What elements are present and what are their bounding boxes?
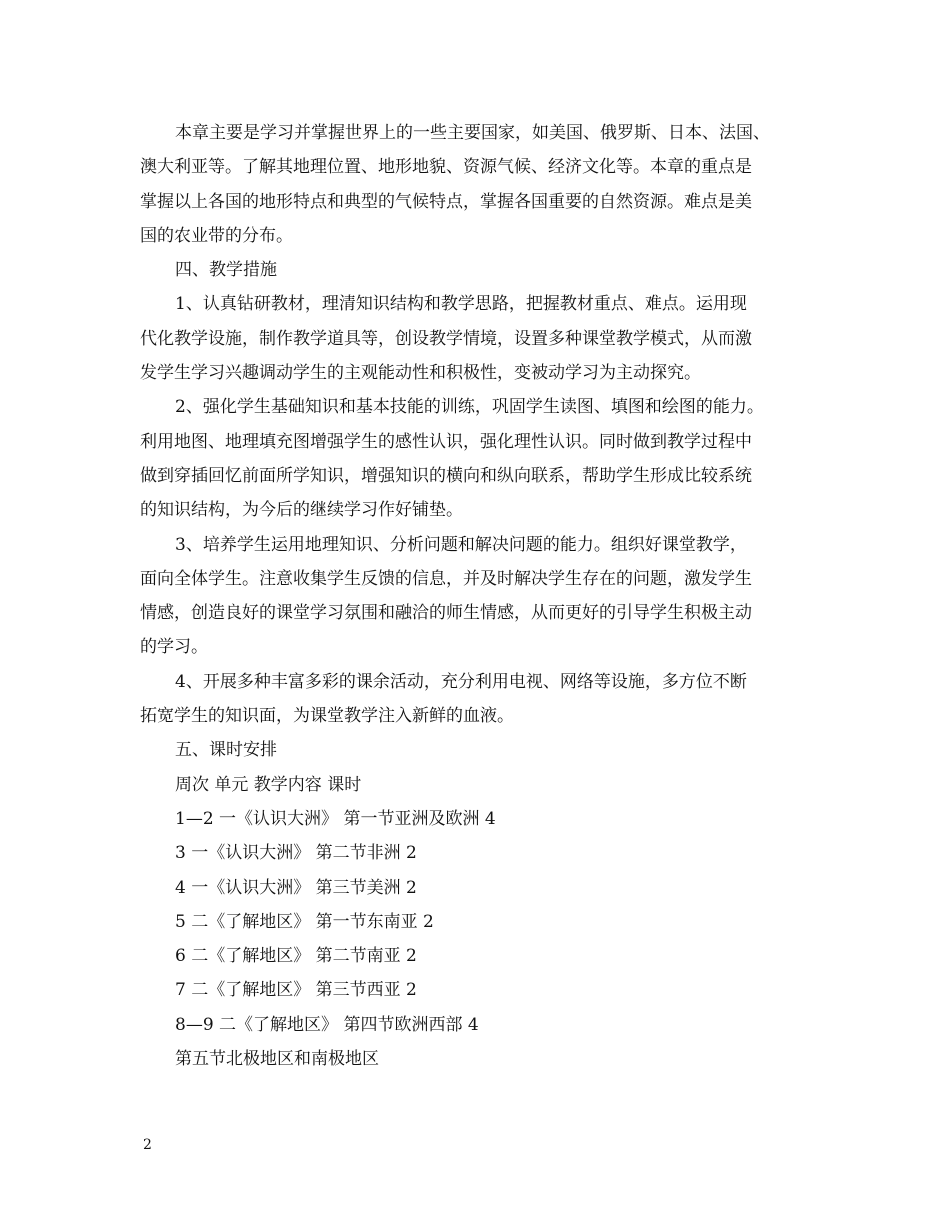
- paragraph-line: 的学习。: [140, 637, 208, 658]
- paragraph-line: 本章主要是学习并掌握世界上的一些主要国家，如美国、俄罗斯、日本、法国、: [175, 123, 770, 143]
- schedule-row: 6 二《了解地区》 第二节南亚 2: [175, 946, 417, 967]
- section-heading-teaching-measures: 四、教学措施: [175, 260, 277, 281]
- page-number: 2: [143, 1137, 152, 1153]
- paragraph-line: 情感，创造良好的课堂学习氛围和融洽的师生情感，从而更好的引导学生积极主动: [140, 603, 752, 624]
- schedule-row: 5 二《了解地区》 第一节东南亚 2: [175, 911, 434, 932]
- paragraph-line: 面向全体学生。注意收集学生反馈的信息，并及时解决学生存在的问题，激发学生: [140, 568, 752, 589]
- schedule-row: 第五节北极地区和南极地区: [175, 1049, 379, 1070]
- paragraph-line: 做到穿插回忆前面所学知识，增强知识的横向和纵向联系，帮助学生形成比较系统: [140, 465, 752, 486]
- schedule-row: 8—9 二《了解地区》 第四节欧洲西部 4: [175, 1014, 479, 1035]
- paragraph-line: 代化教学设施，制作教学道具等，创设教学情境，设置多种课堂教学模式，从而激: [140, 328, 752, 349]
- paragraph-line: 澳大利亚等。了解其地理位置、地形地貌、资源气候、经济文化等。本章的重点是: [140, 157, 752, 178]
- paragraph-line: 1、认真钻研教材，理清知识结构和教学思路，把握教材重点、难点。运用现: [175, 294, 747, 315]
- paragraph-line: 4、开展多种丰富多彩的课余活动，充分利用电视、网络等设施，多方位不断: [175, 671, 747, 692]
- paragraph-line: 国的农业带的分布。: [140, 225, 293, 246]
- paragraph-line: 掌握以上各国的地形特点和典型的气候特点，掌握各国重要的自然资源。难点是美: [140, 191, 752, 212]
- paragraph-line: 2、强化学生基础知识和基本技能的训练，巩固学生读图、填图和绘图的能力。: [175, 397, 764, 418]
- section-heading-schedule: 五、课时安排: [175, 740, 277, 761]
- paragraph-line: 拓宽学生的知识面，为课堂教学注入新鲜的血液。: [140, 706, 514, 727]
- schedule-row: 1—2 一《认识大洲》 第一节亚洲及欧洲 4: [175, 808, 496, 829]
- schedule-header: 周次 单元 教学内容 课时: [175, 774, 362, 795]
- document-body: [140, 116, 810, 1076]
- schedule-row: 7 二《了解地区》 第三节西亚 2: [175, 980, 417, 1001]
- schedule-row: 4 一《认识大洲》 第三节美洲 2: [175, 877, 417, 898]
- paragraph-line: 3、培养学生运用地理知识、分析问题和解决问题的能力。组织好课堂教学，: [175, 534, 747, 555]
- paragraph-line: 发学生学习兴趣调动学生的主观能动性和积极性，变被动学习为主动探究。: [140, 363, 701, 384]
- paragraph-line: 利用地图、地理填充图增强学生的感性认识，强化理性认识。同时做到教学过程中: [140, 431, 752, 452]
- schedule-row: 3 一《认识大洲》 第二节非洲 2: [175, 843, 417, 864]
- paragraph-line: 的知识结构，为今后的继续学习作好铺垫。: [140, 500, 463, 521]
